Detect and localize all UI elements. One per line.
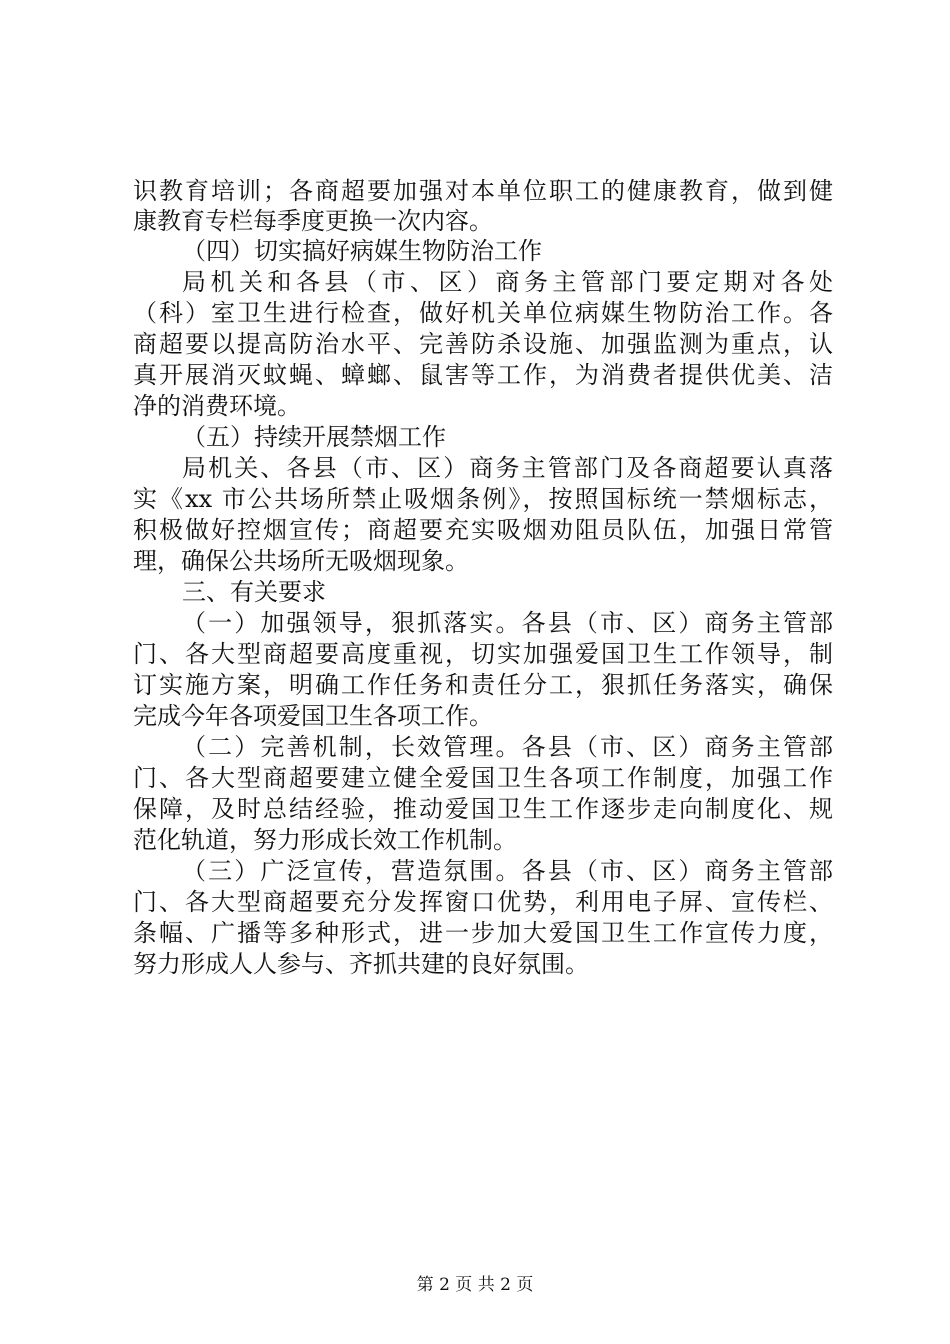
body-text-line: 积极做好控烟宣传；商超要充实吸烟劝阻员队伍，加强日常管 [133, 516, 833, 544]
body-text-line: （三）广泛宣传，营造氛围。各县（市、区）商务主管部 [182, 857, 833, 885]
body-text-line: （二）完善机制，长效管理。各县（市、区）商务主管部 [182, 733, 833, 761]
body-text-line: 康教育专栏每季度更换一次内容。 [133, 207, 493, 235]
body-text-line: 识教育培训；各商超要加强对本单位职工的健康教育，做到健 [133, 177, 833, 205]
body-text-line: 真开展消灭蚊蝇、蟑螂、鼠害等工作，为消费者提供优美、洁 [133, 361, 833, 389]
section-heading: （四）切实搞好病媒生物防治工作 [182, 237, 542, 265]
body-text-line: 局机关和各县（市、区）商务主管部门要定期对各处 [182, 268, 833, 296]
body-text-line: 努力形成人人参与、齐抓共建的良好氛围。 [133, 950, 589, 978]
body-text-line: 条幅、广播等多种形式，进一步加大爱国卫生工作宣传力度， [133, 919, 833, 947]
section-heading: 三、有关要求 [182, 578, 326, 606]
body-text-line: （科）室卫生进行检查，做好机关单位病媒生物防治工作。各 [133, 299, 833, 327]
page-number-footer: 第 2 页 共 2 页 [416, 1275, 534, 1295]
body-text-line: 完成今年各项爱国卫生各项工作。 [133, 702, 493, 730]
body-text-line: 门、各大型商超要建立健全爱国卫生各项工作制度，加强工作 [133, 764, 833, 792]
body-text-line: 范化轨道，努力形成长效工作机制。 [133, 826, 517, 854]
body-text-line: 局机关、各县（市、区）商务主管部门及各商超要认真落 [182, 454, 833, 482]
body-text-line: 净的消费环境。 [133, 392, 301, 420]
body-text-line: 订实施方案，明确工作任务和责任分工，狠抓任务落实，确保 [133, 671, 833, 699]
body-text-line: （一）加强领导，狠抓落实。各县（市、区）商务主管部 [182, 609, 833, 637]
body-text-line: 保障，及时总结经验，推动爱国卫生工作逐步走向制度化、规 [133, 795, 833, 823]
body-text-line: 理，确保公共场所无吸烟现象。 [133, 547, 469, 575]
body-text-line: 实《xx 市公共场所禁止吸烟条例》，按照国标统一禁烟标志， [133, 485, 833, 513]
body-text-line: 门、各大型商超要高度重视，切实加强爱国卫生工作领导，制 [133, 640, 833, 668]
body-text-line: 商超要以提高防治水平、完善防杀设施、加强监测为重点，认 [133, 330, 833, 358]
body-text-line: 门、各大型商超要充分发挥窗口优势，利用电子屏、宣传栏、 [133, 888, 833, 916]
section-heading: （五）持续开展禁烟工作 [182, 423, 446, 451]
